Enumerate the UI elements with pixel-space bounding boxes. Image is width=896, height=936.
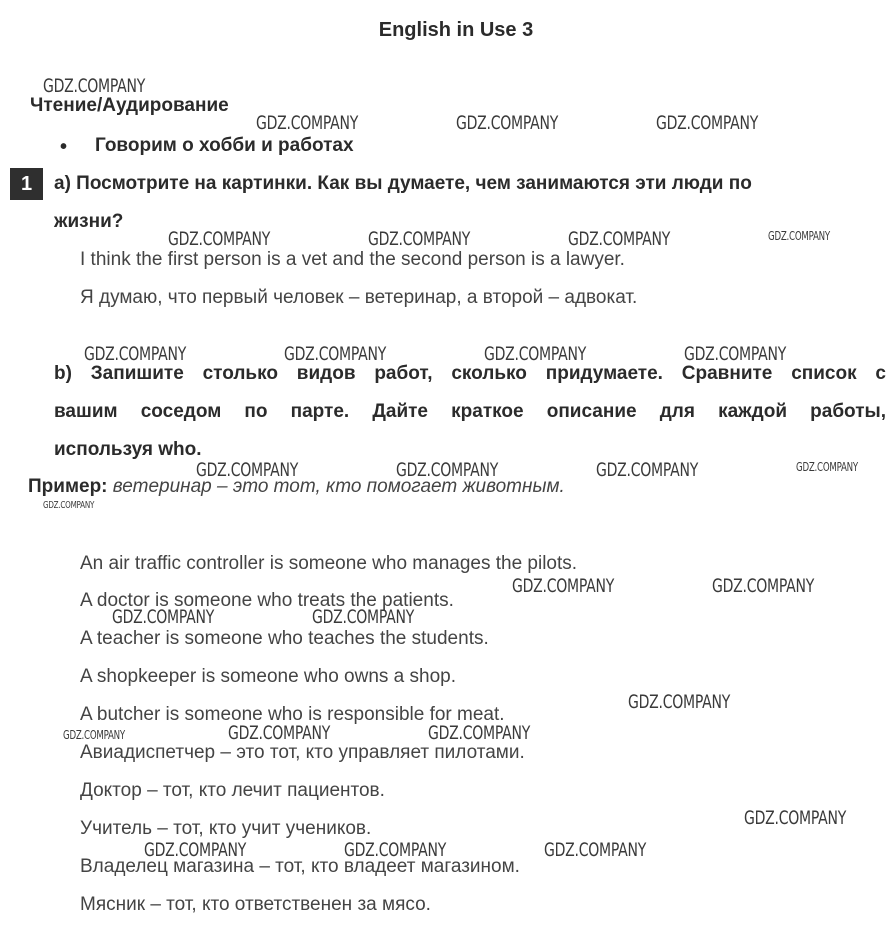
watermark: GDZ.COMPANY — [256, 112, 359, 134]
answer-a-english: I think the first person is a vet and the second person is a lawyer. — [80, 249, 625, 270]
example-label: Пример: — [28, 476, 108, 497]
watermark: GDZ.COMPANY — [656, 112, 759, 134]
answer-b-line: Учитель – тот, кто учит учеников. — [80, 818, 372, 839]
task-b-line-1: b) Запишите столько видов работ, сколько придумаете. Сравните список с — [54, 363, 886, 384]
watermark: GDZ.COMPANY — [196, 459, 299, 481]
watermark: GDZ.COMPANY — [43, 500, 95, 511]
watermark: GDZ.COMPANY — [712, 575, 815, 597]
watermark: GDZ.COMPANY — [168, 228, 271, 250]
watermark: GDZ.COMPANY — [628, 691, 731, 713]
watermark: GDZ.COMPANY — [228, 722, 331, 744]
answer-b-line: A butcher is someone who is responsible for meat. — [80, 704, 505, 725]
answer-b-line: A teacher is someone who teaches the students. — [80, 628, 489, 649]
watermark: GDZ.COMPANY — [568, 228, 671, 250]
watermark: GDZ.COMPANY — [796, 460, 858, 474]
answer-b-line: A doctor is someone who treats the patients. — [80, 590, 454, 611]
watermark: GDZ.COMPANY — [284, 343, 387, 365]
bullet-icon: • — [60, 136, 68, 158]
watermark: GDZ.COMPANY — [344, 839, 447, 861]
topic-heading: Говорим о хобби и работах — [95, 135, 354, 156]
task-a-line-2: жизни? — [54, 211, 124, 232]
watermark: GDZ.COMPANY — [396, 459, 499, 481]
answer-b-line: Мясник – тот, кто ответственен за мясо. — [80, 894, 431, 915]
task-a-line-1: a) Посмотрите на картинки. Как вы думаете, чем занимаются эти люди по — [54, 173, 752, 194]
watermark: GDZ.COMPANY — [84, 343, 187, 365]
answer-b-line: Авиадиспетчер – это тот, кто управляет пилотами. — [80, 742, 525, 763]
watermark: GDZ.COMPANY — [144, 839, 247, 861]
watermark: GDZ.COMPANY — [368, 228, 471, 250]
answer-b-line: An air traffic controller is someone who manages the pilots. — [80, 553, 578, 574]
page-title: English in Use 3 — [378, 19, 534, 41]
task-b-line-2: вашим соседом по парте. Дайте краткое описание для каждой работы, — [54, 401, 886, 422]
watermark: GDZ.COMPANY — [456, 112, 559, 134]
watermark: GDZ.COMPANY — [112, 606, 215, 628]
watermark: GDZ.COMPANY — [744, 807, 847, 829]
watermark: GDZ.COMPANY — [484, 343, 587, 365]
watermark: GDZ.COMPANY — [596, 459, 699, 481]
watermark: GDZ.COMPANY — [63, 728, 125, 742]
exercise-number: 1 — [10, 168, 43, 200]
answer-b-line: Доктор – тот, кто лечит пациентов. — [80, 780, 385, 801]
task-b-line-3: используя who. — [54, 439, 202, 460]
watermark: GDZ.COMPANY — [312, 606, 415, 628]
watermark: GDZ.COMPANY — [428, 722, 531, 744]
watermark: GDZ.COMPANY — [544, 839, 647, 861]
example-text: ветеринар – это тот, кто помогает животным. — [112, 476, 565, 497]
watermark: GDZ.COMPANY — [43, 75, 146, 97]
watermark: GDZ.COMPANY — [684, 343, 787, 365]
watermark: GDZ.COMPANY — [512, 575, 615, 597]
answer-b-line: A shopkeeper is someone who owns a shop. — [80, 666, 457, 687]
answer-b-line: Владелец магазина – тот, кто владеет магазином. — [80, 856, 520, 877]
answer-a-russian: Я думаю, что первый человек – ветеринар, а второй – адвокат. — [80, 287, 638, 308]
watermark: GDZ.COMPANY — [768, 229, 830, 243]
section-heading: Чтение/Аудирование — [30, 95, 229, 116]
